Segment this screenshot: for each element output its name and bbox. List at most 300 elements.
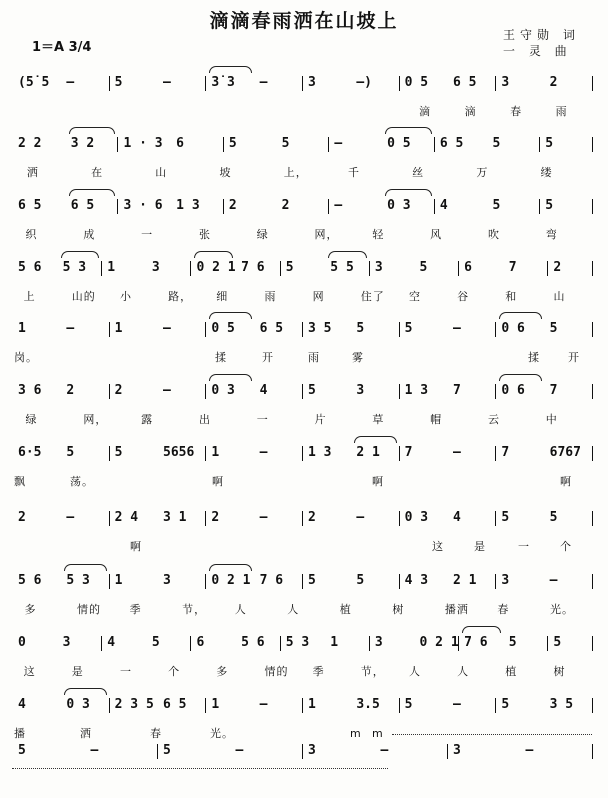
bar-line [592,76,593,91]
bar-line [592,137,593,152]
bar-line [109,511,110,526]
note-group: 5 [163,743,171,758]
bar-line [495,698,496,713]
notation-line [0,442,608,464]
slur-mark [354,436,396,443]
note-group: 6 [464,260,472,275]
lyric-syllable: 滴 [419,105,432,118]
lyric-syllable: 是 [474,540,486,553]
humming-dotted-line [12,768,388,769]
note-group: 3 [151,260,160,275]
score-row [0,570,608,628]
note-group: — [235,743,244,758]
lyric-syllable: 多 [24,603,37,616]
note-group: 3̇ 3 [211,75,235,90]
note-group: — [66,321,75,336]
score-row [0,195,608,253]
lyric-syllable: 上， [283,166,308,179]
note-group: 5 [419,260,428,275]
note-group: 5 [404,697,413,712]
lyric-syllable: 云 [487,413,500,426]
lyric-syllable: 和 [505,290,518,303]
note-group: — [259,445,268,460]
lyric-syllable: 光。 [210,727,234,740]
bar-line [223,137,224,152]
bar-line [495,511,496,526]
note-group: 6 5 [18,198,42,213]
bar-line [458,261,459,276]
note-group: 5 6 [18,573,42,588]
lyric-syllable: 植 [339,603,352,616]
note-group: 4 [453,510,461,525]
note-group: 0 6 [501,383,525,398]
bar-line [302,446,303,461]
bar-line [280,636,281,651]
lyric-syllable: 缕 [540,166,553,179]
lyric-syllable: 绿 [25,413,38,426]
lyric-syllable: 山 [155,166,168,179]
lyric-syllable: 吹 [487,228,500,241]
slur-mark [64,688,106,695]
bar-line [495,446,496,461]
note-group: 3.5 [356,697,380,712]
note-group: 5 [501,510,510,525]
note-group: 1 [308,697,316,712]
slur-mark [499,312,541,319]
lyric-syllable: m [372,727,384,740]
bar-line [399,384,400,399]
note-group: 2 [114,383,123,398]
lyric-syllable: 啊 [130,540,142,553]
note-group: 1 [330,635,339,650]
notation-line [0,318,608,340]
note-group: 5 [545,198,554,213]
bar-line [399,446,400,461]
lyric-syllable: 成 [83,228,96,241]
lyric-syllable: 轻 [372,228,385,241]
note-group: 7 [549,383,558,398]
note-group: 0 5 [387,136,411,151]
notation-line [0,507,608,529]
lyric-syllable: 弯 [545,228,558,241]
lyric-syllable: 露 [141,413,154,426]
note-group: 5 [228,136,237,151]
lyric-syllable: 树 [553,665,566,678]
note-group: 5 [151,635,160,650]
lyric-syllable: 人 [408,665,421,678]
note-group: — [163,383,171,398]
note-group: 5 [508,635,517,650]
note-group: 5 [545,136,554,151]
note-group: 7 [453,383,461,398]
bar-line [399,574,400,589]
score-row [0,380,608,438]
note-group: 0 2 1 [196,260,236,275]
lyric-syllable: 出 [198,413,211,426]
lyric-syllable: 张 [198,228,211,241]
note-group: 1 [211,697,220,712]
lyric-syllable: 中 [545,413,558,426]
note-group: 3 [308,75,316,90]
note-group: 2 [553,260,562,275]
note-group: — [380,743,389,758]
bar-line [399,76,400,91]
lyric-syllable: 路， [168,290,193,303]
note-group: 7 6 [464,635,488,650]
note-group: 3 [62,635,71,650]
note-group: 5 [114,75,123,90]
bar-line [399,698,400,713]
notation-line [0,195,608,217]
lyric-syllable: 谷 [457,290,470,303]
note-group: (5̇ 5 [18,75,50,90]
note-group: 5 [549,510,558,525]
note-group: 5 [114,445,123,460]
bar-line [302,574,303,589]
bar-line [302,384,303,399]
note-group: 4 [259,383,268,398]
note-group: 2 [549,75,558,90]
lyric-syllable: 风 [430,228,443,241]
bar-line [223,199,224,214]
note-group: 7 [404,445,413,460]
slur-mark [209,564,251,571]
note-group: 0 6 [501,321,525,336]
note-group: 5 [404,321,413,336]
note-group: 0 3 [211,383,235,398]
lyric-syllable: 网， [314,228,339,241]
note-group: 6 5 [453,75,477,90]
lyric-line [0,225,608,245]
note-group: 5 [285,260,294,275]
note-group: 4 3 [404,573,429,588]
bar-line [109,574,110,589]
note-group: 5 [549,321,558,336]
lyricist-credit: 王守勋 词 [503,28,580,42]
note-group: 1 [18,321,26,336]
bar-line [592,199,593,214]
note-group: 0 3 [404,510,429,525]
lyric-syllable: 揉 [215,351,227,364]
lyric-syllable: 在 [91,166,104,179]
slur-mark [69,127,116,134]
lyric-line [0,348,608,368]
note-group: 2 1 [356,445,380,460]
note-group: 6 [176,136,184,151]
note-group: 4 [107,635,116,650]
note-group: 3 6 [18,383,42,398]
lyric-syllable: 个 [560,540,572,553]
bar-line [205,446,206,461]
lyric-syllable: 滴 [464,105,477,118]
bar-line [328,199,329,214]
lyric-syllable: 坡 [219,166,232,179]
lyric-syllable: 啊 [372,475,384,488]
bar-line [592,261,593,276]
lyric-syllable: 多 [216,665,229,678]
note-group: 6 5 [439,136,464,151]
bar-line [157,744,158,759]
note-group: 4 [18,697,26,712]
lyric-line [0,537,608,557]
note-group: — [334,136,343,151]
lyric-syllable: 人 [234,603,247,616]
bar-line [190,636,191,651]
note-group: 6 5 [70,198,95,213]
composer-credit: 一 灵 曲 [503,44,572,58]
lyric-syllable: 荡。 [70,475,94,488]
lyric-syllable: 情的 [264,665,289,678]
lyric-line [0,163,608,183]
note-group: 6767 [549,445,581,460]
notation-line [0,257,608,279]
notation-line [0,72,608,94]
note-group: 3 [163,573,171,588]
slur-mark [194,251,233,258]
bar-line [434,199,435,214]
bar-line [101,636,102,651]
lyric-syllable: 播 [14,727,26,740]
bar-line [205,511,206,526]
note-group: 6 5 [163,697,187,712]
note-group: 3 5 [308,321,332,336]
bar-line [592,322,593,337]
lyric-syllable: 节， [360,665,385,678]
slur-mark [209,312,251,319]
score-row [0,507,608,565]
lyric-syllable: 千 [347,166,360,179]
note-group: 0 3 [66,697,90,712]
note-group: 5 [308,573,316,588]
note-group: 1 [211,445,220,460]
lyric-syllable: 人 [457,665,470,678]
note-group: 5 5 [330,260,354,275]
bar-line [539,199,540,214]
lyric-syllable: 春 [497,603,510,616]
bar-line [592,698,593,713]
note-group: — [356,510,365,525]
note-group: 7 6 [241,260,265,275]
notation-line [0,133,608,155]
lyric-syllable: 网， [83,413,108,426]
note-group: 5 [501,697,510,712]
lyric-syllable: 季 [312,665,325,678]
bar-line [205,384,206,399]
lyric-syllable: 一 [141,228,154,241]
note-group: — [453,697,461,712]
slur-mark [385,189,432,196]
bar-line [302,511,303,526]
bar-line [328,137,329,152]
lyric-syllable: 节， [182,603,207,616]
note-group: 3 2 [70,136,95,151]
note-group: 0 [18,635,26,650]
slur-mark [499,374,541,381]
notation-line [0,694,608,716]
bar-line [205,322,206,337]
bar-line [592,384,593,399]
note-group: 5 [553,635,562,650]
note-group: 6 [196,635,205,650]
lyric-syllable: 人 [287,603,300,616]
bar-line [190,261,191,276]
humming-dotted-line [392,734,592,735]
lyric-syllable: 岗。 [14,351,38,364]
note-group: 5656 [163,445,195,460]
notation-line [0,570,608,592]
note-group: —) [356,75,372,90]
note-group: 3 5 [549,697,574,712]
key-signature: 1＝A 3/4 [32,40,92,55]
note-group: 2 [66,383,75,398]
note-group: 1 [107,260,116,275]
bar-line [302,744,303,759]
lyric-syllable: 一 [256,413,269,426]
lyric-syllable: 一 [518,540,530,553]
note-group: 0 5 [404,75,429,90]
note-group: 1 [114,321,123,336]
lyric-syllable: 上 [23,290,36,303]
bar-line [399,511,400,526]
lyric-syllable: 啊 [212,475,224,488]
note-group: 5 [66,445,75,460]
bar-line [302,76,303,91]
notation-line [0,632,608,654]
note-group: — [163,75,171,90]
score-row [0,442,608,500]
bar-line [447,744,448,759]
lyric-syllable: 住了 [360,290,385,303]
lyric-syllable: 雾 [352,351,364,364]
lyric-syllable: 树 [392,603,405,616]
note-group: 5 [356,573,365,588]
note-group: 0 2 1 [211,573,251,588]
bar-line [495,384,496,399]
bar-line [592,446,593,461]
bar-line [495,322,496,337]
lyric-syllable: 洒 [26,166,39,179]
lyric-syllable: 这 [432,540,444,553]
lyric-syllable: 这 [23,665,36,678]
lyric-syllable: 雨 [308,351,320,364]
note-group: 7 [501,445,510,460]
lyric-syllable: m [350,727,362,740]
note-group: — [549,573,558,588]
lyric-line [0,410,608,430]
lyric-syllable: 网 [312,290,325,303]
note-group: 1 3 [404,383,429,398]
bar-line [109,698,110,713]
note-group: — [453,321,461,336]
slur-mark [61,251,100,258]
note-group: — [259,510,268,525]
note-group: 6 5 [259,321,284,336]
song-title: 滴滴春雨洒在山坡上 [209,10,399,32]
note-group: 3 [308,743,316,758]
note-group: — [163,321,171,336]
lyric-syllable: 光。 [549,603,574,616]
note-group: 3 [501,573,510,588]
note-group: — [453,445,461,460]
bar-line [302,322,303,337]
note-group: 3 [374,635,383,650]
note-group: 2 3 5 [114,697,154,712]
bar-line [109,322,110,337]
bar-line [205,698,206,713]
lyric-syllable: 播洒 [444,603,469,616]
lyric-syllable: 植 [505,665,518,678]
note-group: 1 · 3 [123,136,163,151]
bar-line [302,698,303,713]
lyric-syllable: 飘 [14,475,26,488]
note-group: 2 1 [453,573,477,588]
lyric-line [0,662,608,682]
bar-line [592,574,593,589]
bar-line [117,137,118,152]
score-row [0,133,608,191]
lyric-line [0,287,608,307]
lyric-syllable: 啊 [560,475,572,488]
note-group: 5 [356,321,365,336]
note-group: 3 · 6 [123,198,163,213]
note-group: 1 3 [176,198,200,213]
lyric-syllable: 帽 [430,413,443,426]
note-group: — [525,743,534,758]
bar-line [592,511,593,526]
lyric-line [0,600,608,620]
slur-mark [385,127,432,134]
note-group: 2 4 [114,510,139,525]
lyric-syllable: 个 [168,665,181,678]
note-group: 4 [439,198,448,213]
lyric-syllable: 春 [150,727,162,740]
score-row [0,318,608,376]
bar-line [369,636,370,651]
note-group: 3 [501,75,510,90]
note-group: 1 3 [308,445,332,460]
bar-line [539,137,540,152]
lyric-syllable: 是 [71,665,84,678]
note-group: 7 [508,260,517,275]
lyric-syllable: 春 [510,105,523,118]
note-group: 5 [492,136,501,151]
note-group: — [90,743,99,758]
note-group: 3 [356,383,365,398]
note-group: 2 [211,510,220,525]
note-group: 0 5 [211,321,235,336]
lyric-line [0,102,608,122]
bar-line [592,636,593,651]
note-group: 5 [18,743,26,758]
lyric-syllable: 空 [408,290,421,303]
bar-line [458,636,459,651]
slur-mark [209,374,251,381]
note-group: 5 6 [241,635,265,650]
note-group: 5 3 [285,635,310,650]
bar-line [369,261,370,276]
note-group: 3 1 [163,510,187,525]
slur-mark [69,189,116,196]
lyric-syllable: 季 [129,603,142,616]
note-group: 2 [308,510,316,525]
note-group: 5 [308,383,316,398]
bar-line [547,261,548,276]
bar-line [495,574,496,589]
bar-line [434,137,435,152]
slur-mark [328,251,367,258]
note-group: 5 3 [62,260,87,275]
bar-line [205,574,206,589]
